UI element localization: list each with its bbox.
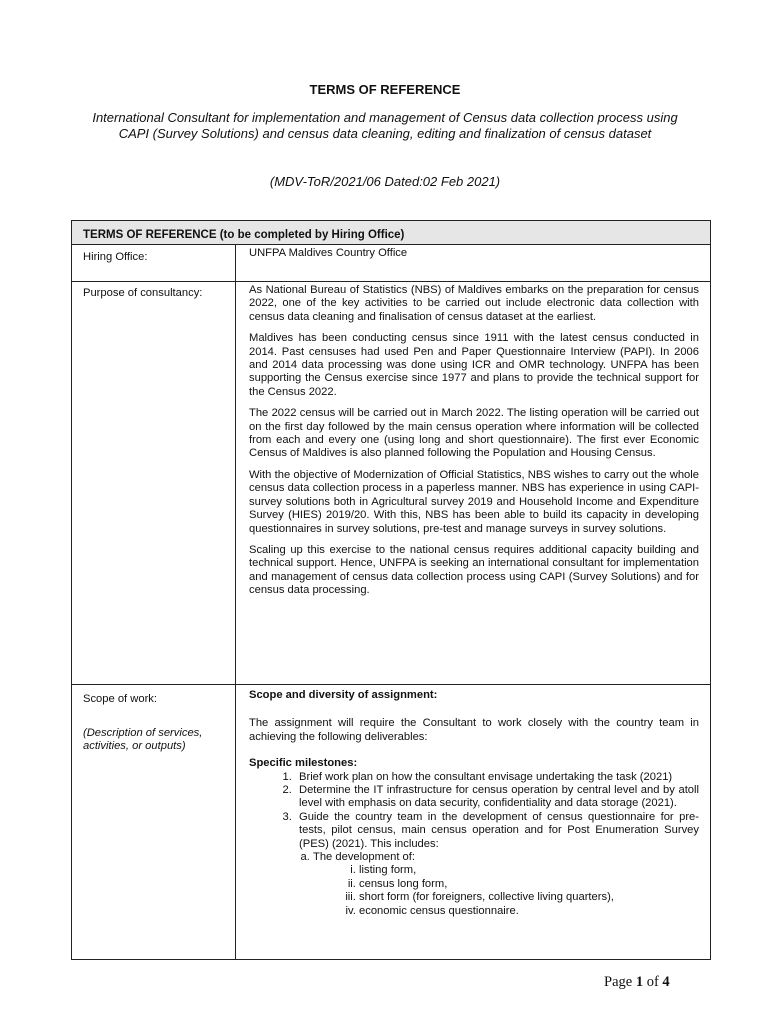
document-reference: (MDV-ToR/2021/06 Dated:02 Feb 2021) bbox=[269, 174, 501, 189]
milestone-text: Guide the country team in the development of census questionnaire for pre-tests, pilot census, main census operation and for Post Enumeration Survey (PES) (2021). This includes: bbox=[299, 810, 699, 850]
purpose-paragraph: Maldives has been conducting census since 1911 with the latest census conducted in 2014. Past censuses had used Pen and Paper Questionnaire Interview (PAPI). In 2006 and 2014 data processing was done using ICR and OMR technology. UNFPA has been supporting the Census exercise since 1977 and plans to provide the technical support for the Census 2022. bbox=[249, 332, 699, 398]
purpose-paragraph: Scaling up this exercise to the national census requires additional capacity building and technical support. Hence, UNFPA is seeking an international consultant for implementation and management of census data collection process using CAPI (Survey Solutions) and for census data processing. bbox=[249, 543, 699, 597]
scope-heading: Scope and diversity of assignment: bbox=[249, 689, 438, 701]
milestone-text: Brief work plan on how the consultant envisage undertaking the task (2021) bbox=[299, 770, 673, 783]
list-item bbox=[295, 811, 699, 918]
scope-sublabel: (Description of services, activities, or outputs) bbox=[83, 727, 203, 753]
of-word: of bbox=[646, 974, 659, 990]
page-current: 1 bbox=[635, 974, 644, 990]
column-divider bbox=[235, 245, 236, 959]
hiring-office-value: UNFPA Maldives Country Office bbox=[249, 247, 408, 259]
milestones-list bbox=[249, 771, 699, 918]
milestones-heading: Specific milestones: bbox=[249, 757, 358, 770]
list-item bbox=[295, 771, 699, 784]
list-item bbox=[295, 784, 699, 811]
sub-list bbox=[299, 851, 699, 918]
scope-intro: The assignment will require the Consultant to work closely with the country team in achieving the following deliverables: bbox=[249, 717, 699, 743]
purpose-label: Purpose of consultancy: bbox=[83, 287, 203, 299]
page-word: Page bbox=[604, 974, 633, 990]
hiring-office-label: Hiring Office: bbox=[83, 251, 148, 263]
document-title: TERMS OF REFERENCE bbox=[309, 82, 461, 97]
document-subtitle: International Consultant for implementation and management of Census data collection process using CAPI (Survey Solutions) and census data cleaning, editing and finalization of census dataset bbox=[92, 110, 678, 141]
purpose-content bbox=[249, 284, 699, 606]
purpose-paragraph: As National Bureau of Statistics (NBS) of Maldives embarks on the preparation for census 2022, one of the key activities to be carried out include electronic data collection with census data cleaning and finalisation of census dataset at the earliest. bbox=[249, 284, 699, 323]
list-item: iv. economic census questionnaire. bbox=[359, 905, 699, 918]
page-total: 4 bbox=[662, 974, 670, 990]
table-header: TERMS OF REFERENCE (to be completed by Hiring Office) bbox=[72, 221, 710, 245]
list-item: i. listing form, bbox=[359, 864, 699, 877]
scope-label: Scope of work: bbox=[83, 693, 157, 705]
list-item: ii. census long form, bbox=[359, 878, 699, 891]
roman-list bbox=[313, 864, 699, 918]
terms-table bbox=[71, 220, 711, 960]
row-divider bbox=[72, 684, 710, 685]
sub-item-text: The development of: bbox=[313, 851, 415, 864]
purpose-paragraph: With the objective of Modernization of Official Statistics, NBS wishes to carry out the whole census data collection process in a paperless manner. NBS has experience in using CAPI- survey solutions both in Agricultural survey 2019 and Household Income and Expenditure Survey (HIES) 2019/20. With this, NBS has been able to build its capacity in developing questionnaires in survey solutions, pre-test and manage surveys in survey solutions. bbox=[249, 468, 699, 535]
row-divider bbox=[72, 281, 710, 282]
milestone-text: Determine the IT infrastructure for census operation by central level and by atoll level with emphasis on data security, confidentiality and data storage (2021). bbox=[299, 784, 699, 810]
list-item bbox=[313, 851, 699, 918]
purpose-paragraph: The 2022 census will be carried out in March 2022. The listing operation will be carried out on the first day followed by the main census operation where information will be collected from each and every one (using long and short questionnaire). The first ever Economic Census of Maldives is also planned following the Population and Housing Census. bbox=[249, 407, 699, 460]
page-number bbox=[604, 974, 670, 991]
list-item: iii. short form (for foreigners, collective living quarters), bbox=[359, 891, 699, 904]
scope-content bbox=[249, 689, 699, 918]
